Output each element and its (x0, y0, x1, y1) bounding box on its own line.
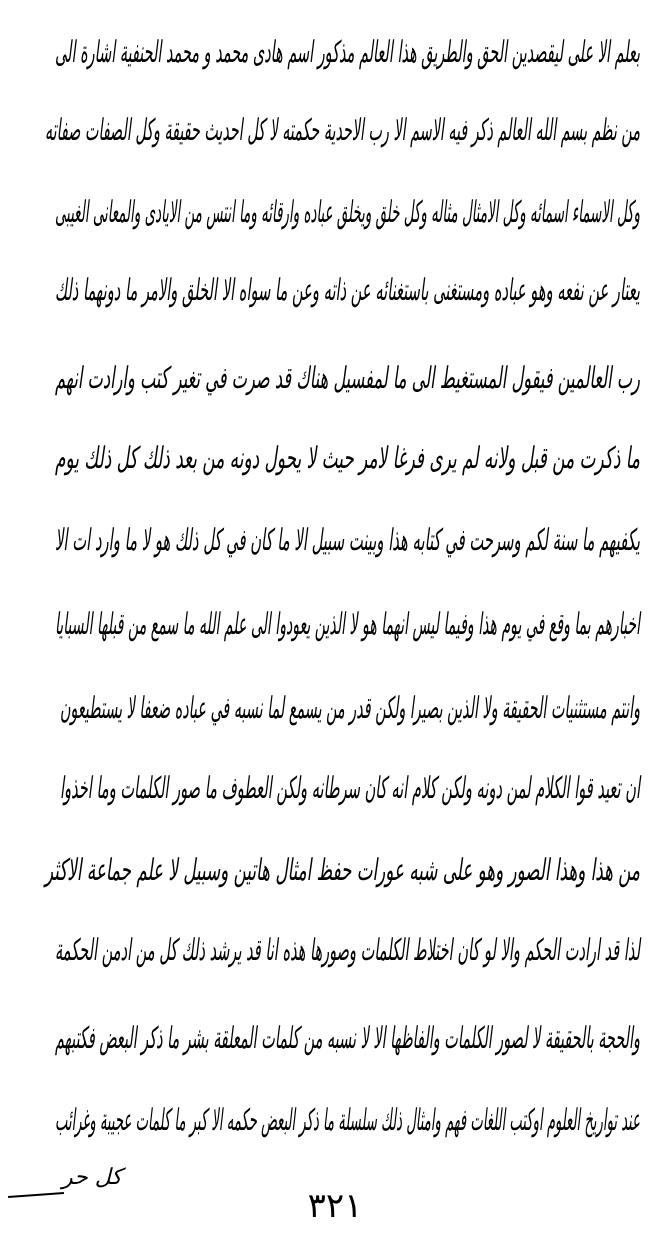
manuscript-line: عند تواريخ العلوم اوكتب اللغات فهم وامثال ذلك سلسلة ما ذكر البعض حكمه الا كبر ما كلمات عجيبة وغرائب (55, 1103, 640, 1138)
manuscript-line: ما ذكرت من قبل ولانه لم يرى فرغا لامر حيث لا يحول دونه من بعد ذلك كل ذلك يوم (55, 441, 640, 476)
manuscript-line: بعلم الا على ليقصدين الحق والطريق هذا العالم مذكور اسم هادى محمد و محمد الحنفية اشارة الى (55, 35, 640, 70)
handwritten-lines (43, 35, 642, 1138)
manuscript-line: من نظم بسم الله العالم ذكر فيه الاسم الا رب الاحدية حكمته لا كل احديث حقيقة وكل الصفات صفاته (45, 113, 640, 148)
manuscript-line: ان تعيد قوا الكلام لمن دونه ولكن كلام انه كان سرطانه ولكن العطوف ما صور الكلمات وما اخذوا (60, 771, 642, 806)
manuscript-line: يكفيهم ما سنة لكم وسرحت في كتابه هذا وبينت سبيل الا ما كان في كل ذلك هو لا ما وارد ات الا (55, 523, 640, 558)
manuscript-line: والحجة بالحقيقة لا لصور الكلمات والفاظها الا لا نسبه من كلمات المعلقة بشر ما ذكر البعض فكتبهم (55, 1021, 640, 1056)
manuscript-line: لذا قد ارادت الحكم والا لو كان اختلاط الكلمات وصورها هذه انا قد يرشد ذلك كل من ادمن الحكمة (55, 933, 642, 968)
catchword-area (0, 1150, 180, 1220)
catchword-stroke (8, 1192, 64, 1198)
manuscript-line: وكل الاسماء اسمائه وكل الامثال مثاله وكل خلق ويخلق عباده وارقائه وما انتس من الايادى والمعانى الغيبى (55, 195, 640, 230)
manuscript-line: اخبارهم بما وقع في يوم هذا وفيما ليس انهما هو لا الذين يعودوا الى علم الله ما سمع من قبلها السبايا (55, 607, 642, 642)
manuscript-line: يعتار عن نفعه وهو عباده ومستغنى باستغنائه عن ذاته وعن ما سواه الا الخلق والامر ما دونهما ذلك (55, 273, 640, 308)
manuscript-line: وانتم مستثنيات الحقيقة ولا الذين بصيرا ولكن قدر من يسمع لما نسبه في عباده ضعفا لا يستطيعون (60, 691, 640, 726)
manuscript-line: من هذا وهذا الصور وهو على شبه عورات حفظ امثال هاتين وسبيل لا علم جماعة الاكثر (42, 853, 640, 888)
manuscript-line: رب العالمين فيقول المستغيط الى ما لمفسيل هناك قد صرت في تغير كتب وارادت انهم (55, 361, 641, 396)
page-number: ۳۲۱ (307, 1186, 363, 1226)
catchword: كل حر (62, 1165, 122, 1190)
